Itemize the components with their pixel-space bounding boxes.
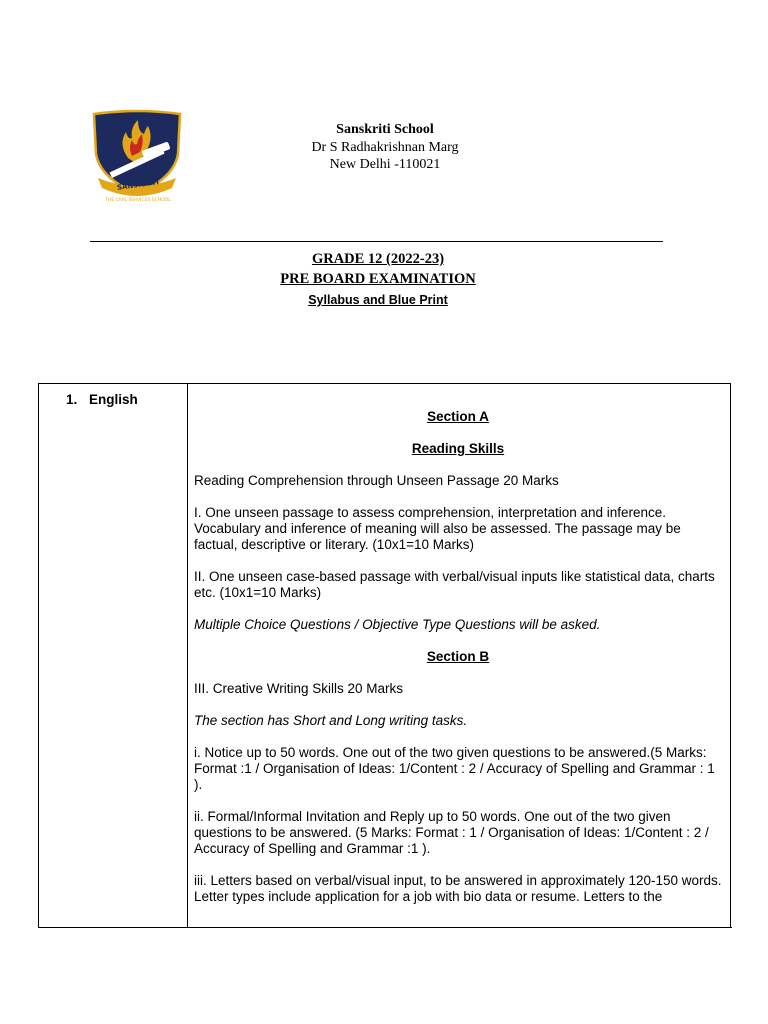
- crest-tagline: THE CIVIL SERVICES SCHOOL: [105, 198, 171, 203]
- syllabus-subtitle: Syllabus and Blue Print: [308, 293, 448, 307]
- header-divider: [90, 241, 663, 242]
- reading-skills-title: Reading Skills: [411, 441, 505, 456]
- school-name: Sanskriti School: [336, 122, 434, 137]
- table-bottom-border: [38, 927, 732, 928]
- creative-note: The section has Short and Long writing tasks.: [194, 713, 468, 728]
- subject-cell: [39, 384, 188, 929]
- section-a-title: Section A: [427, 409, 489, 424]
- reading-item-2: II. One unseen case-based passage with verbal/visual inputs like statistical data, charts etc. (10x1=10 Marks): [194, 569, 715, 600]
- address-line-2: New Delhi -110021: [329, 157, 441, 172]
- creative-intro: III. Creative Writing Skills 20 Marks: [194, 681, 404, 696]
- grade-heading: GRADE 12 (2022-23): [311, 251, 445, 267]
- subject-label: [39, 384, 187, 407]
- creative-item-2: ii. Formal/Informal Invitation and Reply up to 50 words. One out of the two given questions to be answered. (5 Marks: Format : 1 / Organisation of Ideas: 1/Content : 2 / Accuracy of Spelling and Grammar :1 ).: [194, 809, 709, 856]
- table-row: [39, 384, 731, 929]
- school-crest-logo: [88, 108, 186, 208]
- content-cell: [188, 384, 731, 929]
- subject-number: 1.: [66, 392, 78, 407]
- address-line-1: Dr S Radhakrishnan Marg: [311, 139, 459, 155]
- content-body: [188, 384, 730, 905]
- reading-intro: Reading Comprehension through Unseen Passage 20 Marks: [194, 473, 559, 488]
- mcq-note: Multiple Choice Questions / Objective Type Questions will be asked.: [194, 617, 601, 632]
- school-address: [290, 121, 480, 174]
- document-headings: [230, 249, 526, 310]
- exam-heading: PRE BOARD EXAMINATION: [280, 271, 476, 287]
- creative-item-1: i. Notice up to 50 words. One out of the two given questions to be answered.(5 Marks: Format :1 / Organisation of Ideas: 1/Content : 2 / Accuracy of Spelling and Grammar : 1 ).: [194, 745, 715, 792]
- creative-item-3: iii. Letters based on verbal/visual input, to be answered in approximately 120-150 words. Letter types include application for a job with bio data or resume. Letters to the: [194, 873, 722, 904]
- section-b-title: Section B: [426, 649, 490, 664]
- subject-name: English: [89, 392, 138, 407]
- crest-banner-text: SANSKRITI: [116, 178, 160, 192]
- reading-item-1: I. One unseen passage to assess comprehension, interpretation and inference. Vocabulary and inference of meaning will also be assessed. The passage may be factual, descriptive or literary. (10x1=10 Marks): [194, 505, 681, 552]
- syllabus-table: [38, 383, 731, 928]
